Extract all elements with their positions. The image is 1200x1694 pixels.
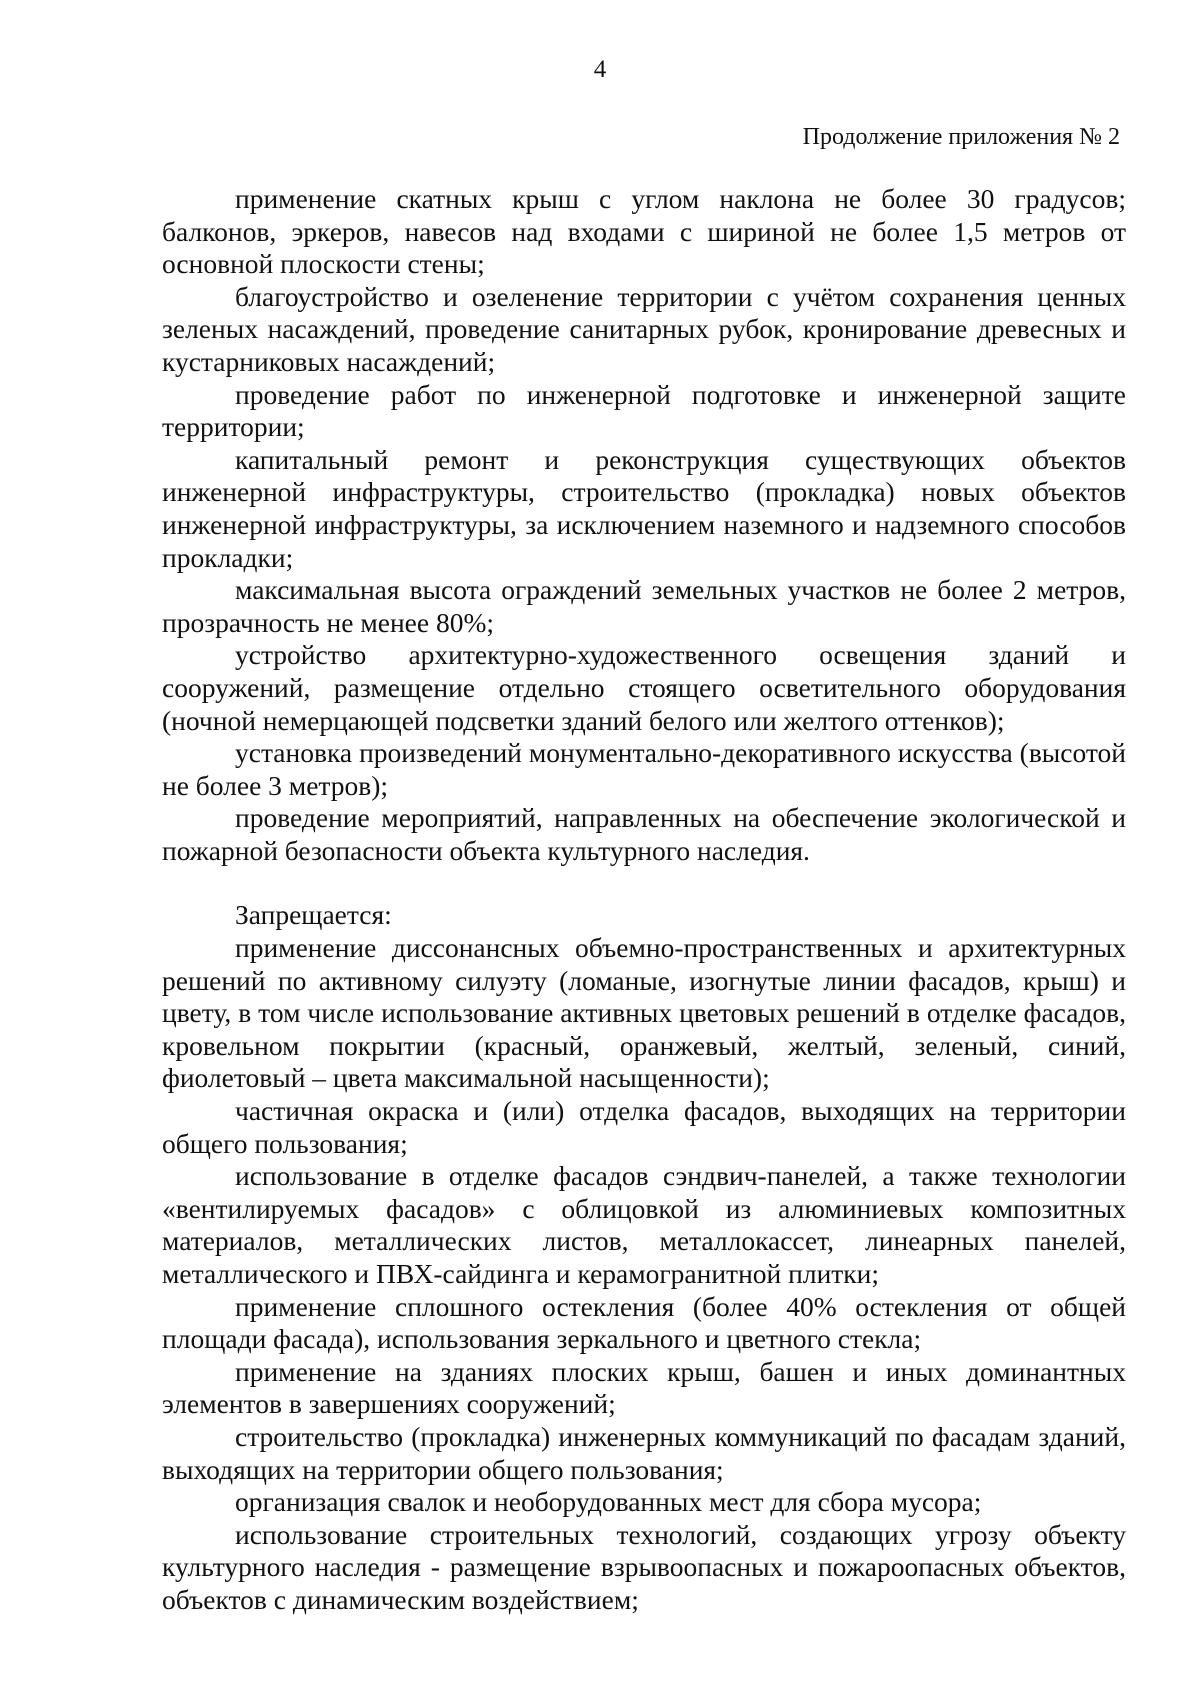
permitted-item: благоустройство и озеленение территории с учётом сохранения ценных зеленых насаждений, проведение санитарных рубок, кронирование древесных и кустарниковых насаждений;	[162, 280, 1126, 377]
permitted-item: проведение работ по инженерной подготовке и инженерной защите территории;	[162, 378, 1126, 443]
prohibited-item: использование строительных технологий, создающих угрозу объекту культурного наследия - размещение взрывоопасных и пожароопасных объектов, объектов с динамическим воздействием;	[162, 1518, 1126, 1615]
prohibited-item: организация свалок и необорудованных мест для сбора мусора;	[235, 1486, 982, 1518]
prohibited-item: применение на зданиях плоских крыш, башен и иных доминантных элементов в завершениях сооружений;	[162, 1355, 1126, 1420]
appendix-continuation-note: Продолжение приложения № 2	[802, 124, 1120, 150]
prohibited-item: применение сплошного остекления (более 40% остекления от общей площади фасада), использования зеркального и цветного стекла;	[162, 1290, 1126, 1355]
prohibited-item: строительство (прокладка) инженерных коммуникаций по фасадам зданий, выходящих на территории общего пользования;	[162, 1420, 1126, 1485]
permitted-item: капитальный ремонт и реконструкция существующих объектов инженерной инфраструктуры, строительство (прокладка) новых объектов инженерной инфраструктуры, за исключением наземного и надземного способов прокладки;	[162, 443, 1126, 573]
permitted-item: установка произведений монументально-декоративного искусства (высотой не более 3 метров);	[162, 737, 1126, 801]
prohibited-item: применение диссонансных объемно-пространственных и архитектурных решений по активному силуэту (ломаные, изогнутые линии фасадов, крыш) и цвету, в том числе использование активных цветовых решений в отделке фасадов, кровельном покрытии (красный, оранжевый, желтый, зеленый, синий, фиолетовый – цвета максимальной насыщенности);	[162, 932, 1126, 1094]
permitted-item: максимальная высота ограждений земельных участков не более 2 метров, прозрачность не менее 80%;	[162, 574, 1126, 638]
prohibited-heading: Запрещается:	[235, 899, 392, 931]
page-number: 4	[593, 56, 607, 83]
prohibited-item: частичная окраска и (или) отделка фасадов, выходящих на территории общего пользования;	[162, 1095, 1126, 1159]
document-body	[162, 183, 1126, 1617]
permitted-item: устройство архитектурно-художественного освещения зданий и сооружений, размещение отдельно стоящего осветительного оборудования (ночной немерцающей подсветки зданий белого или желтого оттенков);	[162, 639, 1126, 736]
permitted-item: проведение мероприятий, направленных на обеспечение экологической и пожарной безопасности объекта культурного наследия.	[162, 802, 1126, 866]
prohibited-item: использование в отделке фасадов сэндвич-панелей, а также технологии «вентилируемых фасадов» с облицовкой из алюминиевых композитных материалов, металлических листов, металлокассет, линеарных панелей, металлического и ПВХ-сайдинга и керамогранитной плитки;	[162, 1160, 1126, 1289]
permitted-item: применение скатных крыш с углом наклона не более 30 градусов; балконов, эркеров, навесов над входами с шириной не более 1,5 метров от основной плоскости стены;	[162, 183, 1126, 280]
